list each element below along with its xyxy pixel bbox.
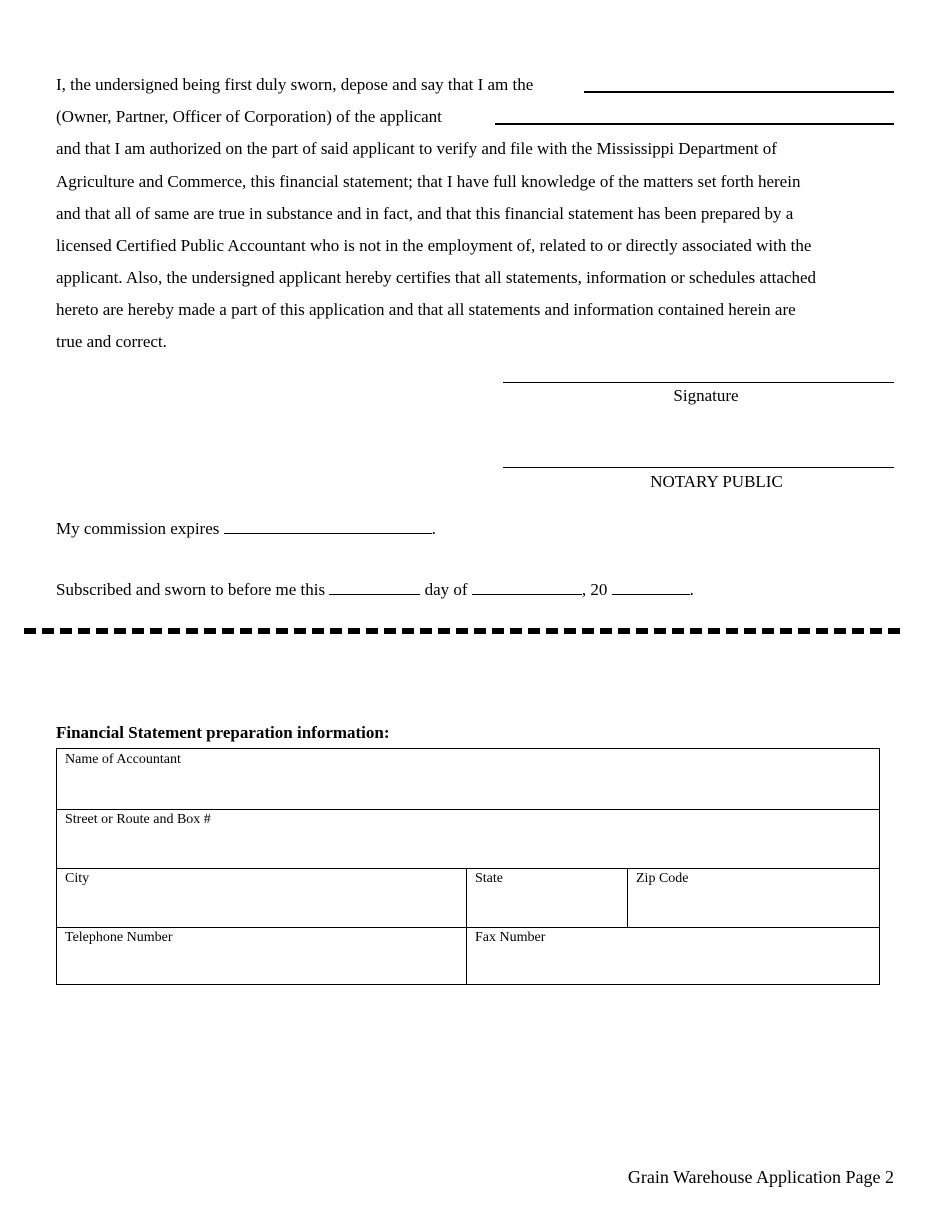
- telephone-field[interactable]: [57, 928, 466, 984]
- year-blank[interactable]: [612, 580, 690, 595]
- notary-public-label: NOTARY PUBLIC: [650, 472, 783, 491]
- commission-expires-label: My commission expires: [56, 519, 220, 538]
- affidavit-body-line: and that all of same are true in substance and in fact, and that this financial statement has been prepared by a: [56, 204, 794, 223]
- affidavit-body-line: hereto are hereby made a part of this application and that all statements and information contained herein are: [56, 300, 796, 319]
- affidavit-body-line: licensed Certified Public Accountant who is not in the employment of, related to or directly associated with the: [56, 236, 812, 255]
- dashed-separator: [24, 628, 900, 634]
- affidavit-line-2: (Owner, Partner, Officer of Corporation) of the applicant: [56, 107, 442, 126]
- city-field[interactable]: [57, 869, 466, 927]
- subscribed-label: Subscribed and sworn to before me this: [56, 580, 326, 599]
- accountant-name-field[interactable]: [57, 749, 879, 809]
- state-label: State: [475, 871, 503, 886]
- commission-date-blank[interactable]: [224, 519, 432, 534]
- subscribed-period: .: [689, 580, 694, 599]
- affidavit-body-line: Agriculture and Commerce, this financial statement; that I have full knowledge of the matters set forth herein: [56, 172, 801, 191]
- day-blank[interactable]: [329, 580, 420, 595]
- street-label: Street or Route and Box #: [65, 812, 211, 827]
- notary-signature-line[interactable]: [503, 467, 894, 468]
- signature-line[interactable]: [503, 382, 894, 383]
- year-prefix-label: , 20: [581, 580, 608, 599]
- affidavit-body-line: applicant. Also, the undersigned applicant hereby certifies that all statements, information or schedules attached: [56, 268, 817, 287]
- affidavit-body-line: and that I am authorized on the part of said applicant to verify and file with the Mississippi Department of: [56, 139, 777, 158]
- zip-code-label: Zip Code: [636, 871, 689, 886]
- commission-period: .: [431, 519, 436, 538]
- affidavit-body-line: true and correct.: [56, 332, 167, 351]
- affidavit-line-1: I, the undersigned being first duly sworn, depose and say that I am the: [56, 75, 534, 94]
- fax-field[interactable]: [467, 928, 879, 984]
- zip-code-field[interactable]: [628, 869, 879, 927]
- city-label: City: [65, 871, 90, 886]
- state-field[interactable]: [467, 869, 627, 927]
- applicant-input-line[interactable]: [495, 123, 894, 125]
- signature-label: Signature: [673, 386, 739, 405]
- page-footer: Grain Warehouse Application Page 2: [627, 1167, 894, 1187]
- financial-section-title: Financial Statement preparation information:: [56, 723, 390, 742]
- month-blank[interactable]: [472, 580, 582, 595]
- fax-label: Fax Number: [475, 930, 546, 945]
- day-of-label: day of: [424, 580, 468, 599]
- telephone-label: Telephone Number: [65, 930, 173, 945]
- commission-expires-row: [56, 519, 436, 539]
- accountant-info-table: [56, 748, 880, 985]
- title-input-line[interactable]: [584, 91, 894, 93]
- subscribed-row: [56, 580, 694, 600]
- accountant-name-label: Name of Accountant: [65, 752, 181, 767]
- street-field[interactable]: [57, 810, 879, 868]
